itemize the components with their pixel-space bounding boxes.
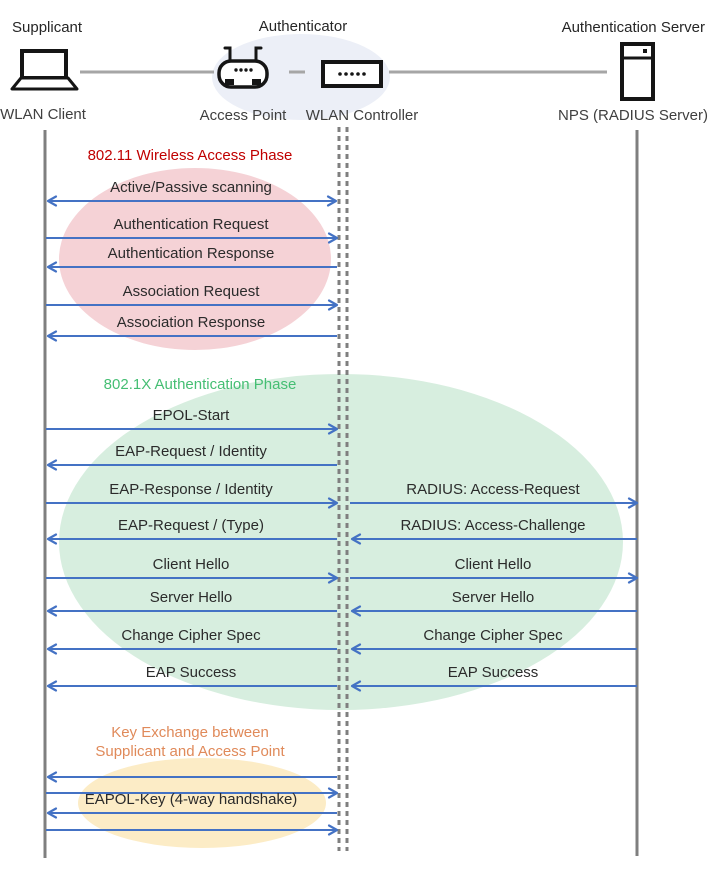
message-label-left-5: EPOL-Start bbox=[152, 407, 230, 424]
message-label-right-2: Client Hello bbox=[454, 556, 532, 573]
message-label-left-3: Association Request bbox=[122, 283, 260, 300]
message-label-left-4: Association Response bbox=[116, 314, 266, 331]
role-label-supplicant: Supplicant bbox=[12, 19, 83, 36]
phase-title-wireless-access: 802.11 Wireless Access Phase bbox=[87, 147, 293, 164]
phase-title-key-exchange-line2: Supplicant and Access Point bbox=[95, 743, 285, 760]
message-label-left-0: Active/Passive scanning bbox=[110, 179, 272, 196]
message-label-left-12: EAP Success bbox=[145, 664, 237, 681]
message-label-left-9: Client Hello bbox=[152, 556, 230, 573]
device-label-access-point: Access Point bbox=[199, 107, 287, 124]
device-label-wlan-controller: WLAN Controller bbox=[305, 107, 419, 124]
message-label-left-15: EAPOL-Key (4-way handshake) bbox=[84, 791, 298, 808]
message-label-left-1: Authentication Request bbox=[113, 216, 269, 233]
message-label-right-4: Change Cipher Spec bbox=[423, 627, 563, 644]
message-label-left-11: Change Cipher Spec bbox=[121, 627, 261, 644]
server-icon bbox=[622, 44, 653, 99]
message-label-left-7: EAP-Response / Identity bbox=[109, 481, 273, 498]
message-label-left-10: Server Hello bbox=[149, 589, 233, 606]
message-label-right-5: EAP Success bbox=[447, 664, 539, 681]
message-label-right-0: RADIUS: Access-Request bbox=[406, 481, 580, 498]
message-label-left-6: EAP-Request / Identity bbox=[115, 443, 267, 460]
phase-title-key-exchange-line1: Key Exchange between bbox=[111, 724, 269, 741]
message-label-left-2: Authentication Response bbox=[107, 245, 275, 262]
device-label-wlan-client: WLAN Client bbox=[0, 106, 86, 123]
message-label-right-1: RADIUS: Access-Challenge bbox=[400, 517, 586, 534]
role-label-authentication-server: Authentication Server bbox=[561, 19, 705, 36]
phase-title-authentication: 802.1X Authentication Phase bbox=[103, 376, 297, 393]
laptop-icon bbox=[12, 51, 77, 89]
role-label-authenticator: Authenticator bbox=[258, 18, 348, 35]
message-label-left-8: EAP-Request / (Type) bbox=[118, 517, 264, 534]
wlan-controller-icon bbox=[323, 62, 381, 86]
device-label-nps-radius-server: NPS (RADIUS Server) bbox=[557, 107, 709, 124]
message-label-right-3: Server Hello bbox=[451, 589, 535, 606]
